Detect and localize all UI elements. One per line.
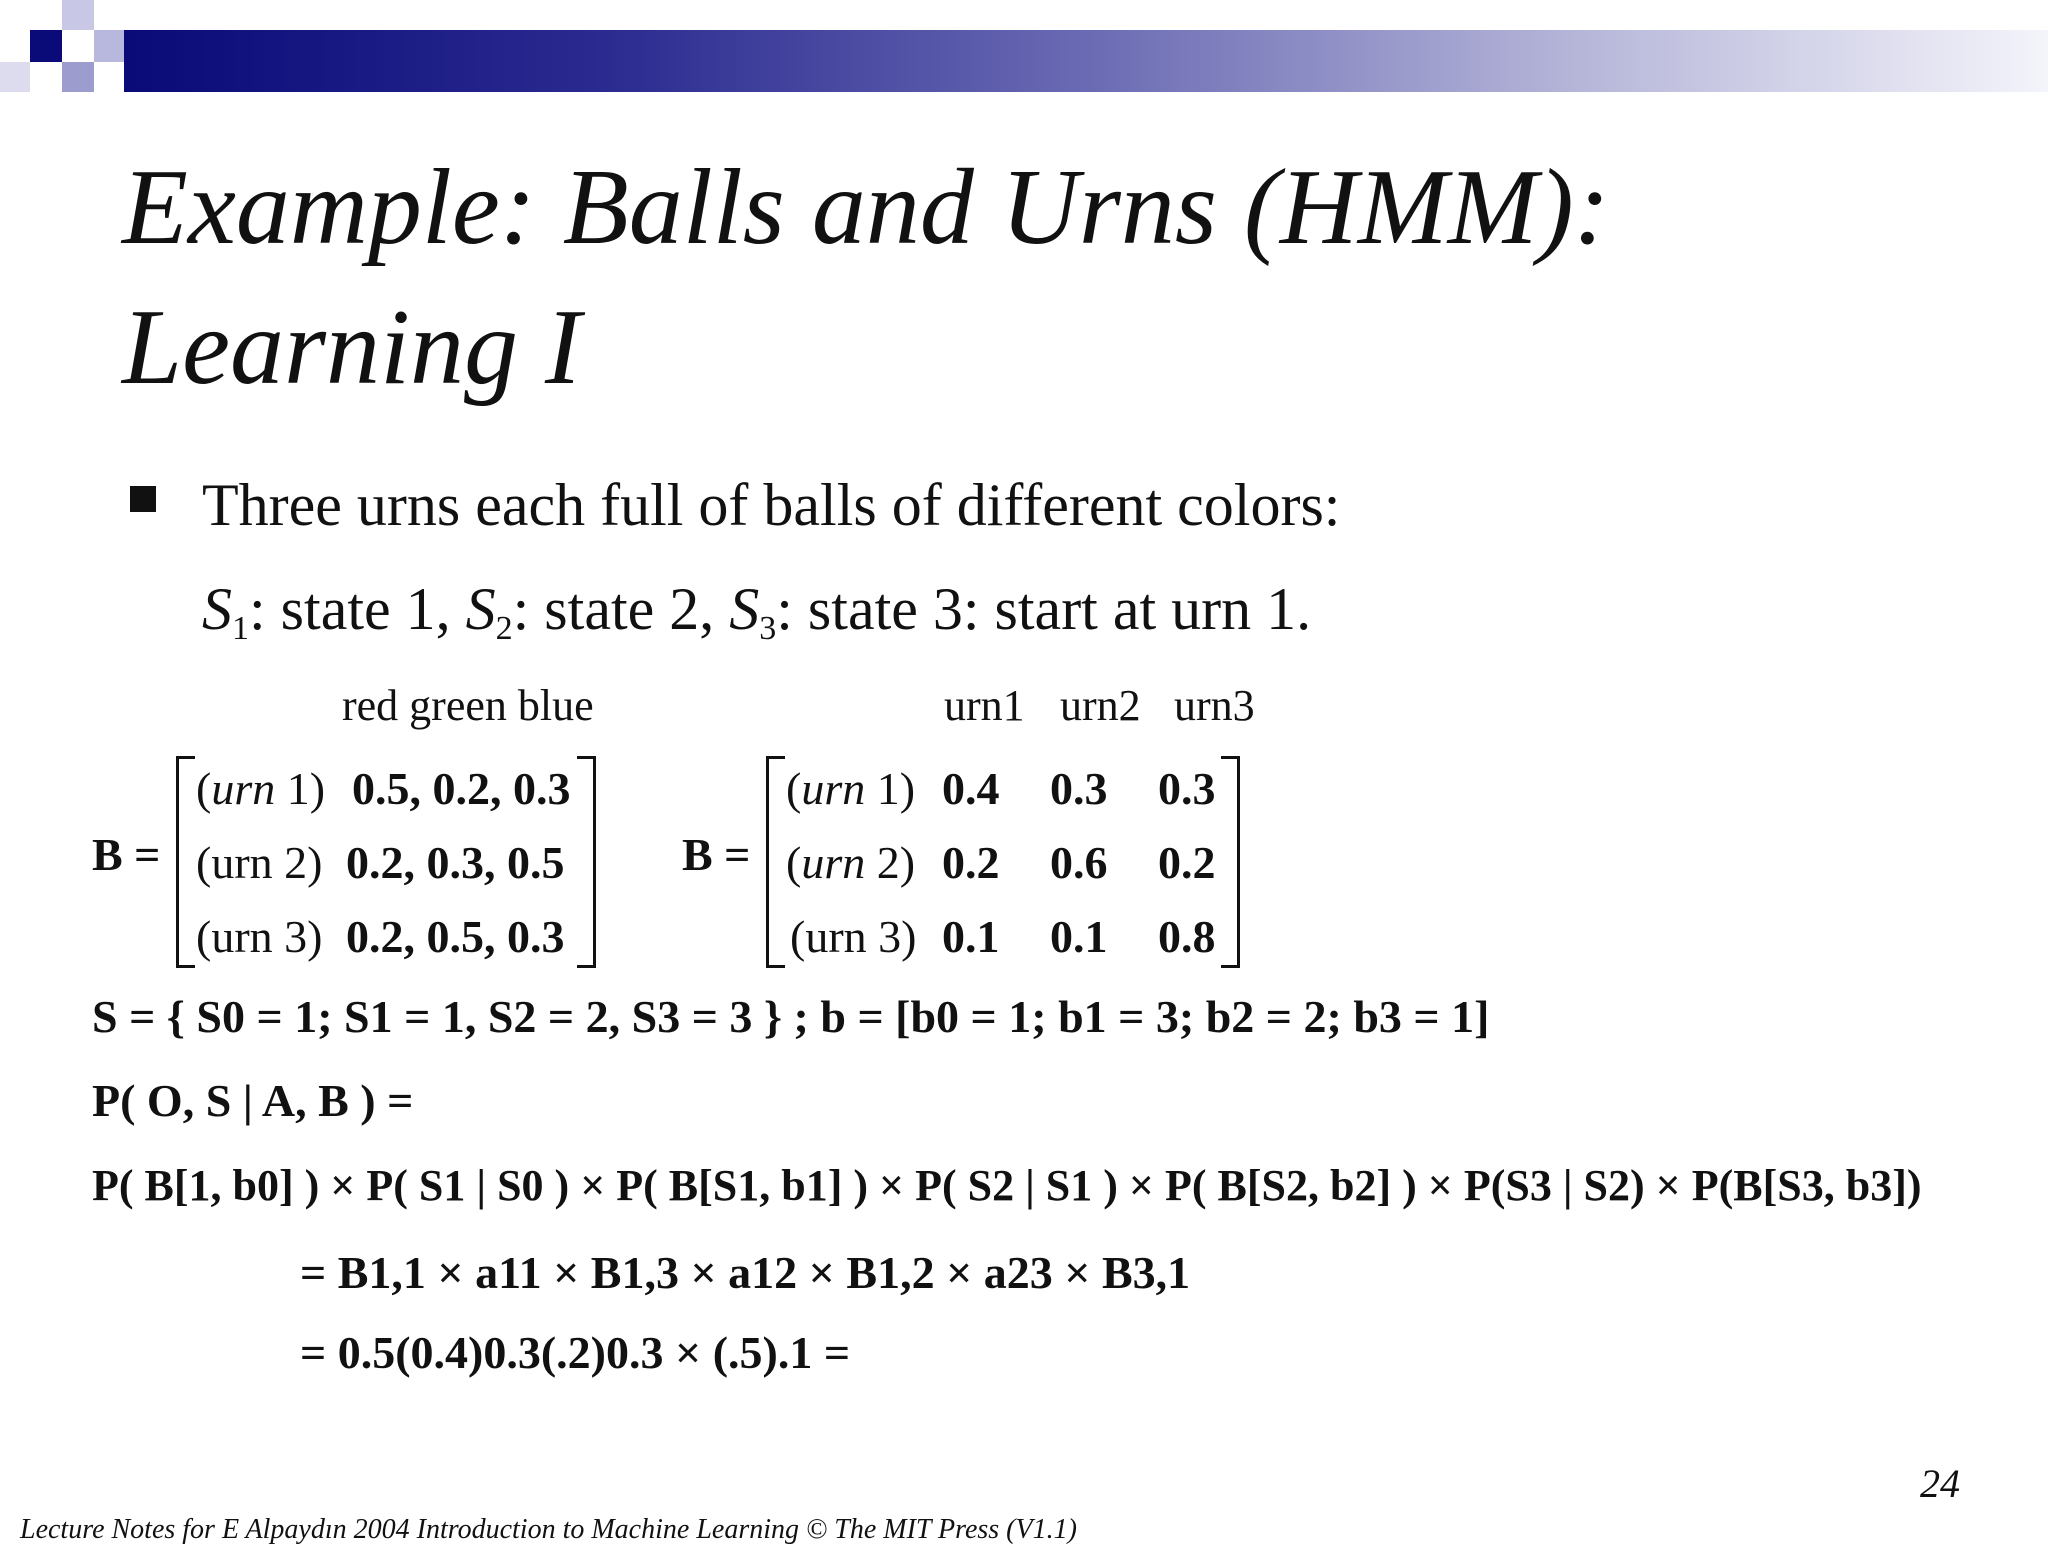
- row-urn-num: 2): [272, 837, 323, 888]
- cell-urn1: 0.4: [942, 763, 1000, 814]
- row-urn-num: 1): [865, 763, 916, 814]
- row-urn-num: 3): [272, 911, 323, 962]
- row-urn-num: 1): [275, 763, 326, 814]
- state-s1-symbol: S: [202, 576, 232, 642]
- cell-urn1: 0.1: [942, 911, 1000, 962]
- footer-citation: Lecture Notes for E Alpaydın 2004 Introduction to Machine Learning © The MIT Press (V1.1): [20, 1514, 1077, 1545]
- title-line-1: Example: Balls and Urns (HMM):: [122, 148, 1610, 267]
- equation-product: P( B[1, b0] ) × P( S1 | S0 ) × P( B[S1, b1] ) × P( S2 | S1 ) × P( B[S2, b2] ) × P(S3 | S2) × P(B[S3, b3]): [92, 1161, 1922, 1210]
- right-matrix-col-header-3: urn3: [1174, 681, 1255, 730]
- equation-probability-header: P( O, S | A, B ) =: [92, 1075, 414, 1126]
- row-urn-num: 3): [866, 911, 917, 962]
- cell-urn2: 0.1: [1050, 911, 1108, 962]
- row-urn-word: urn: [801, 837, 866, 888]
- right-matrix-label: B =: [682, 829, 751, 880]
- row-urn-word: urn: [805, 911, 867, 962]
- right-matrix-col-header-1: urn1: [944, 681, 1025, 730]
- cell-urn1: 0.2: [942, 837, 1000, 888]
- banner-square-light-3: [62, 62, 94, 92]
- state-s1-sub: 1: [232, 610, 249, 647]
- left-bracket: [766, 756, 785, 968]
- cell-urn2: 0.3: [1050, 763, 1108, 814]
- row-label: (urn 3): [790, 911, 917, 962]
- row-urn-word: urn: [211, 763, 276, 814]
- title-banner: [124, 30, 2048, 92]
- row-label: (urn 1): [786, 763, 916, 814]
- slide-title: [122, 138, 1922, 418]
- right-bracket: [1221, 756, 1240, 968]
- state-s3-symbol: S: [729, 576, 760, 642]
- state-s2-text: : state 2,: [512, 576, 730, 642]
- cell-urn3: 0.8: [1158, 911, 1216, 962]
- row-label: (urn 2): [196, 837, 323, 888]
- cell-urn2: 0.6: [1050, 837, 1108, 888]
- banner-square-light-2: [94, 30, 124, 62]
- row-urn-word: urn: [801, 763, 866, 814]
- row-urn-num: 2): [865, 837, 916, 888]
- state-s1-text: : state 1,: [249, 576, 466, 642]
- row-urn-word: urn: [211, 911, 273, 962]
- cell-urn3: 0.2: [1158, 837, 1216, 888]
- left-matrix-col-headers: red green blue: [342, 681, 594, 730]
- states-line: [202, 574, 1311, 664]
- row-label: (urn 2): [786, 837, 916, 888]
- row-urn-word: urn: [211, 837, 273, 888]
- row-label: (urn 3): [196, 911, 323, 962]
- equation-numeric: = 0.5(0.4)0.3(.2)0.3 × (.5).1 =: [300, 1327, 851, 1378]
- state-s2-symbol: S: [465, 576, 496, 642]
- banner-square-light-1: [62, 0, 94, 30]
- row-values: 0.5, 0.2, 0.3: [352, 763, 571, 814]
- row-values: 0.2, 0.5, 0.3: [346, 911, 565, 962]
- left-matrix-label: B =: [92, 829, 161, 880]
- banner-square-dark: [30, 30, 62, 62]
- page-number: 24: [1920, 1461, 1960, 1506]
- title-line-2: Learning I: [122, 288, 581, 407]
- bullet-text: Three urns each full of balls of different colors:: [202, 472, 1341, 538]
- right-bracket: [577, 756, 596, 968]
- left-bracket: [176, 756, 195, 968]
- row-values: 0.2, 0.3, 0.5: [346, 837, 565, 888]
- state-s2-sub: 2: [495, 610, 513, 647]
- row-label: (urn 1): [196, 763, 326, 814]
- banner-square-light-4: [0, 62, 30, 92]
- state-s3-sub: 3: [759, 610, 777, 647]
- equation-state-sequence: S = { S0 = 1; S1 = 1, S2 = 2, S3 = 3 } ; b = [b0 = 1; b1 = 3; b2 = 2; b3 = 1]: [92, 991, 1490, 1042]
- equation-expansion: = B1,1 × a11 × B1,3 × a12 × B1,2 × a23 × B3,1: [300, 1247, 1191, 1298]
- right-matrix: [766, 756, 1240, 962]
- right-matrix-col-header-2: urn2: [1060, 681, 1141, 730]
- state-s3-text: : state 3: start at urn 1.: [776, 576, 1312, 642]
- square-bullet-icon: [130, 486, 156, 512]
- cell-urn3: 0.3: [1158, 763, 1216, 814]
- left-matrix: [176, 756, 596, 962]
